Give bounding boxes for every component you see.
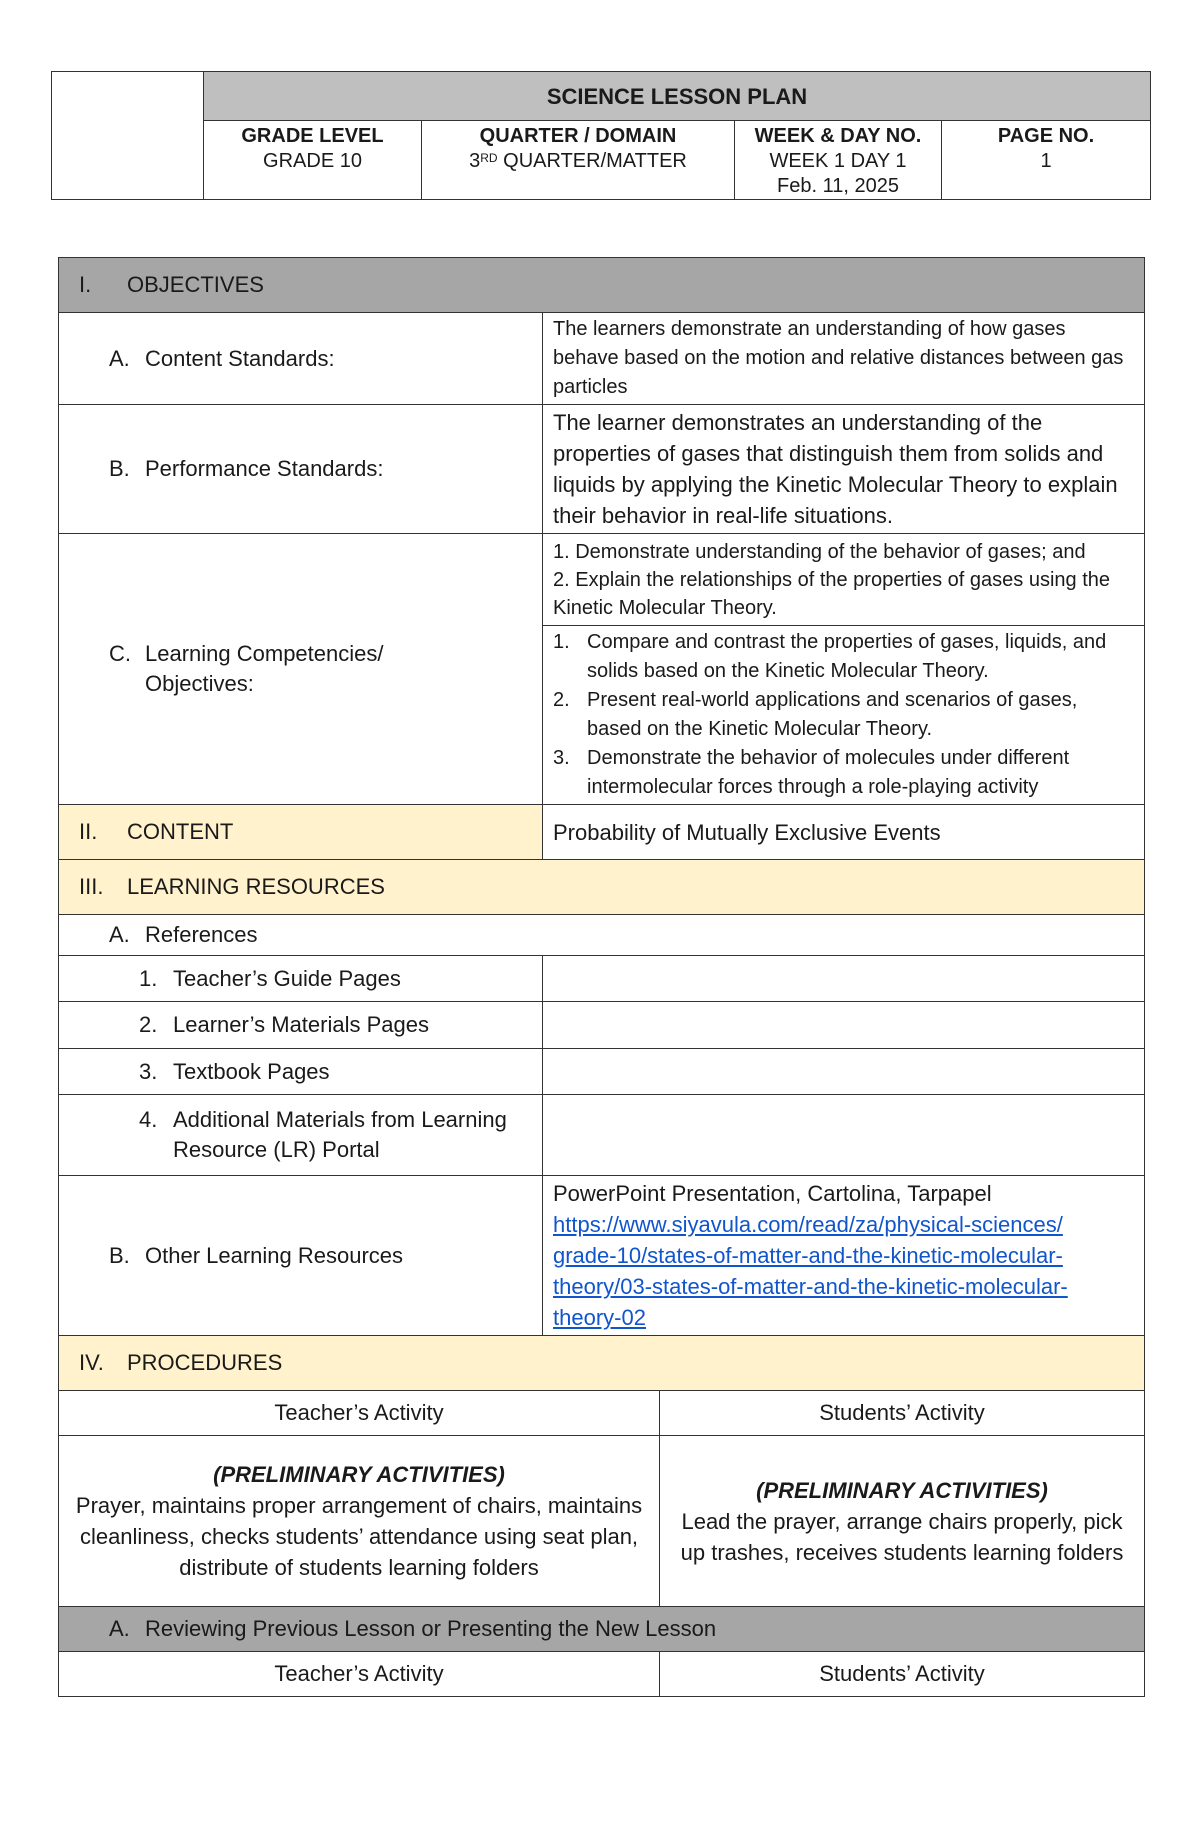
- section-learning-resources: [59, 860, 1145, 915]
- grade-level-cell: [204, 121, 422, 200]
- item-label: Teacher’s Guide Pages: [173, 965, 401, 991]
- quarter-domain-value: QUARTER/MATTER: [497, 150, 687, 172]
- link-line[interactable]: theory/03-states-of-matter-and-the-kinetic-molecular-: [553, 1274, 1068, 1299]
- item-label: [145, 639, 383, 699]
- list-number: 1.: [553, 631, 570, 653]
- page-no-label: PAGE NO.: [997, 125, 1095, 147]
- textbook-pages-label: [59, 1049, 543, 1095]
- list-text: Demonstrate the behavior of molecules under different intermolecular forces through a role-playing activity: [587, 747, 1070, 798]
- item-letter: A.: [109, 345, 130, 371]
- textbook-pages-value: [543, 1049, 1145, 1095]
- review-students-activity-header: Students’ Activity: [660, 1652, 1145, 1697]
- link-line[interactable]: theory-02: [553, 1305, 646, 1330]
- list-number: 2.: [553, 689, 570, 711]
- reference-link[interactable]: [553, 1212, 1068, 1330]
- competency-1: 1. Demonstrate understanding of the behavior of gases; and: [553, 541, 1086, 563]
- section-number: II.: [79, 819, 98, 844]
- list-text: Present real-world applications and scenarios of gases, based on the Kinetic Molecular Theory.: [587, 689, 1078, 740]
- learners-materials-value: [543, 1002, 1145, 1049]
- lesson-plan-header: [51, 71, 1151, 200]
- item-letter: C.: [109, 641, 131, 666]
- teachers-guide-value: [543, 956, 1145, 1002]
- grade-level-label: GRADE LEVEL: [241, 125, 384, 147]
- learning-competencies-text: [543, 534, 1145, 626]
- item-label: Reviewing Previous Lesson or Presenting the New Lesson: [145, 1616, 717, 1641]
- other-resources-value: [543, 1176, 1145, 1336]
- section-procedures: [59, 1336, 1145, 1391]
- item-letter: B.: [109, 456, 130, 481]
- label-line: Additional Materials from Learning: [173, 1107, 507, 1132]
- performance-standards-label: [59, 405, 543, 534]
- teacher-preliminary-text: Prayer, maintains proper arrangement of chairs, maintains cleanliness, checks students’ attendance using seat plan, distribute of students learning folders: [75, 1493, 643, 1580]
- additional-materials-label: [59, 1095, 543, 1176]
- section-title: OBJECTIVES: [127, 272, 264, 297]
- item-letter: A.: [109, 922, 130, 947]
- competency-2: 2. Explain the relationships of the properties of gases using the Kinetic Molecular Theory.: [553, 569, 1111, 619]
- objectives-list: [553, 628, 1134, 802]
- item-label: Textbook Pages: [173, 1058, 330, 1084]
- link-line[interactable]: https://www.siyavula.com/read/za/physical-sciences/: [553, 1212, 1063, 1237]
- competencies-label: [59, 534, 543, 805]
- list-number: 3.: [553, 747, 570, 769]
- section-objectives: [59, 258, 1145, 313]
- logo-cell: [52, 72, 204, 200]
- week-day-cell: [735, 121, 942, 200]
- section-content: [59, 805, 543, 860]
- performance-standards-text: The learner demonstrates an understanding of the properties of gases that distinguish them from solids and liquids by applying the Kinetic Molecular Theory to explain their behavior in real-life situations.: [543, 405, 1145, 534]
- review-teacher-activity-header: Teacher’s Activity: [59, 1652, 660, 1697]
- label-line: Learning Competencies/: [145, 641, 384, 666]
- item-number: 1.: [139, 965, 158, 991]
- section-number: IV.: [79, 1350, 104, 1375]
- quarter-number: 3: [469, 150, 481, 172]
- label-line: Objectives:: [145, 671, 254, 696]
- references-label: [59, 915, 1145, 956]
- item-label: References: [145, 922, 258, 947]
- lesson-date: Feb. 11, 2025: [777, 175, 899, 197]
- section-reviewing-previous-lesson: [59, 1607, 1145, 1652]
- item-label: Other Learning Resources: [145, 1242, 404, 1268]
- learning-objectives-text: [543, 626, 1145, 805]
- section-title: LEARNING RESOURCES: [127, 874, 385, 899]
- item-letter: A.: [109, 1616, 130, 1641]
- students-preliminary-activities: [660, 1436, 1145, 1607]
- page-no-value: 1: [1040, 150, 1052, 172]
- section-number: III.: [79, 874, 104, 899]
- preliminary-title: (PRELIMINARY ACTIVITIES): [213, 1462, 505, 1487]
- item-letter: B.: [109, 1242, 130, 1268]
- list-text: Compare and contrast the properties of gases, liquids, and solids based on the Kinetic Molecular Theory.: [587, 631, 1107, 682]
- item-label: [173, 1105, 507, 1165]
- grade-level-value: GRADE 10: [263, 150, 362, 172]
- list-item: [553, 628, 1134, 686]
- additional-materials-value: [543, 1095, 1145, 1176]
- item-label: Learner’s Materials Pages: [173, 1012, 429, 1037]
- item-number: 3.: [139, 1058, 158, 1084]
- week-day-label: WEEK & DAY NO.: [754, 125, 922, 147]
- quarter-domain-label: QUARTER / DOMAIN: [479, 125, 677, 147]
- students-preliminary-text: Lead the prayer, arrange chairs properly, pick up trashes, receives students learning folders: [680, 1508, 1124, 1565]
- section-title: PROCEDURES: [127, 1350, 283, 1375]
- teachers-guide-label: [59, 956, 543, 1002]
- label-line: Resource (LR) Portal: [173, 1137, 380, 1162]
- learners-materials-label: [59, 1002, 543, 1049]
- item-label: Content Standards:: [145, 345, 335, 371]
- teacher-activity-header: Teacher’s Activity: [59, 1391, 660, 1436]
- section-number: I.: [79, 272, 92, 297]
- quarter-ordinal: RD: [480, 151, 498, 165]
- week-day-value: WEEK 1 DAY 1: [769, 150, 907, 172]
- lesson-plan-body: [58, 257, 1145, 1697]
- section-title: CONTENT: [127, 819, 234, 844]
- page-no-cell: [942, 121, 1151, 200]
- link-line[interactable]: grade-10/states-of-matter-and-the-kinetic-molecular-: [553, 1243, 1063, 1268]
- other-resources-label: [59, 1176, 543, 1336]
- content-value: Probability of Mutually Exclusive Events: [543, 805, 1145, 860]
- teacher-preliminary-activities: [59, 1436, 660, 1607]
- preliminary-title: (PRELIMINARY ACTIVITIES): [756, 1477, 1048, 1503]
- materials-list: PowerPoint Presentation, Cartolina, Tarpapel: [553, 1181, 992, 1206]
- list-item: [553, 744, 1134, 802]
- content-standards-label: [59, 313, 543, 405]
- item-number: 4.: [139, 1107, 158, 1132]
- students-activity-header: Students’ Activity: [660, 1391, 1145, 1436]
- page-title: SCIENCE LESSON PLAN: [204, 72, 1151, 121]
- content-standards-text: The learners demonstrate an understanding of how gases behave based on the motion and relative distances between gas particles: [543, 313, 1145, 405]
- list-item: [553, 686, 1134, 744]
- item-label: Performance Standards:: [145, 456, 384, 481]
- item-number: 2.: [139, 1012, 158, 1037]
- quarter-domain-cell: [422, 121, 735, 200]
